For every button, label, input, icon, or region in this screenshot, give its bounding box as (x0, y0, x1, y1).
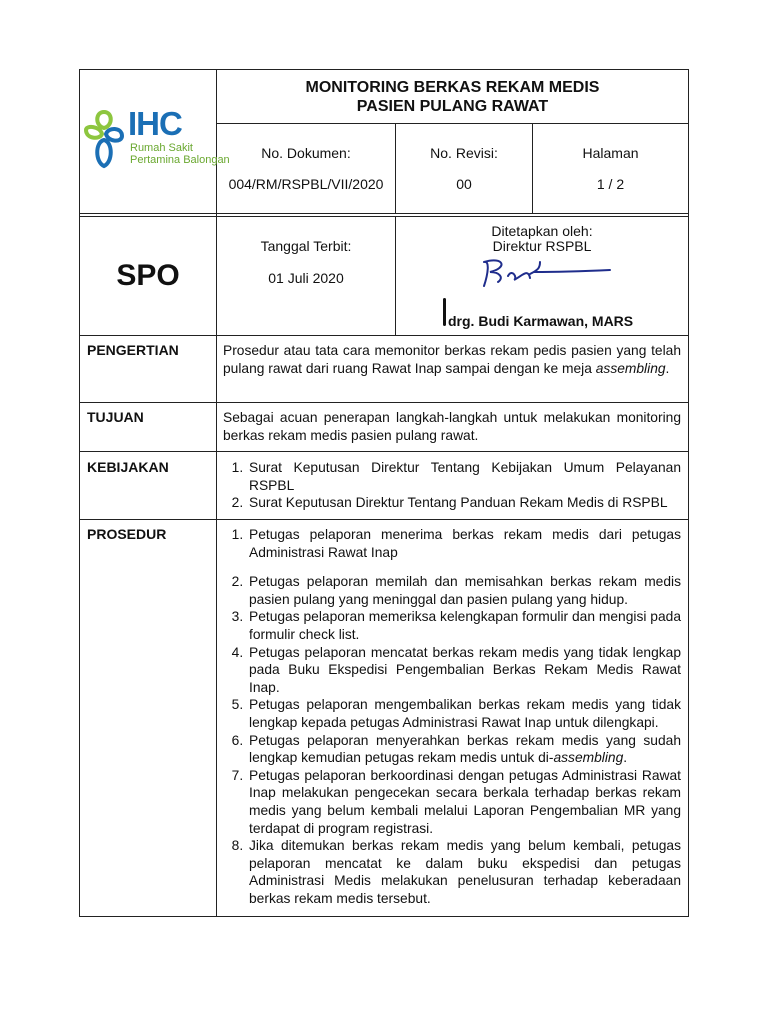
pengertian-end: . (665, 360, 670, 376)
pengertian-text: Prosedur atau tata cara memonitor berkas rekam pedis pasien yang telah pulang rawat dari ruang Rawat Inap sampai dengan ke meja (223, 343, 681, 376)
issue-date-value: 01 Juli 2020 (268, 270, 344, 286)
prosedur-item-6-end: . (623, 750, 628, 766)
doc-number-value: 004/RM/RSPBL/VII/2020 (228, 176, 384, 192)
rule-pengertian-bottom (79, 402, 689, 403)
section-list-prosedur (223, 526, 681, 907)
section-label-tujuan: TUJUAN (87, 409, 144, 425)
prosedur-item: 7. Petugas pelaporan berkoordinasi dengan petugas Administrasi Rawat Inap melakukan pengecekan secara berkala terhadap berkas rekam medis yang belum kembali melalui Laporan Pengembalian MR yang terdapat di program registrasi. (247, 767, 681, 837)
prosedur-item: 1. Petugas pelaporan menerima berkas rekam medis dari petugas Administrasi Rawat Inap (247, 526, 681, 561)
divider-label-column (216, 69, 217, 917)
revision-label: No. Revisi: (430, 145, 498, 161)
prosedur-item (247, 732, 681, 767)
approver-name: drg. Budi Karmawan, MARS (448, 313, 634, 329)
document-title (217, 78, 688, 116)
border-top (79, 69, 689, 70)
spo-label: SPO (116, 259, 180, 292)
rule-kebijakan-bottom (79, 519, 689, 520)
director-signature (478, 254, 618, 294)
issue-date-label: Tanggal Terbit: (260, 238, 352, 254)
title-line-2: PASIEN PULANG RAWAT (356, 98, 549, 115)
prosedur-item: 8. Jika ditemukan berkas rekam medis yang belum kembali, petugas pelaporan mencatat ke dalam buku ekspedisi dan petugas Administrasi Medis melakukan penelusuran terhadap keberadaan berkas rekam medis tersebut. (247, 837, 681, 907)
hospital-logo (80, 104, 230, 178)
prosedur-item: 4. Petugas pelaporan mencatat berkas rekam medis yang tidak lengkap pada Buku Ekspedisi Pengembalian Berkas Rekam Medis Rawat Inap. (247, 644, 681, 697)
section-label-prosedur: PROSEDUR (87, 526, 167, 542)
prosedur-item: 5. Petugas pelaporan mengembalikan berkas rekam medis yang tidak lengkap kepada petugas Administrasi Rawat Inap untuk dilengkapi. (247, 696, 681, 731)
kebijakan-item: 1. Surat Keputusan Direktur Tentang Kebijakan Umum Pelayanan RSPBL (247, 459, 681, 494)
rule-header-bottom-1 (79, 213, 689, 214)
logo-line1: Rumah Sakit (130, 142, 193, 154)
logo-line2: Pertamina Balongan (130, 154, 230, 166)
pengertian-italic: assembling (595, 360, 666, 376)
section-text-tujuan: Sebagai acuan penerapan langkah-langkah untuk melakukan monitoring berkas rekam medis pasien pulang rawat. (223, 410, 681, 443)
approver-title: Direktur RSPBL (492, 238, 592, 254)
rule-spo-bottom (79, 335, 689, 336)
divider-doc-revision (395, 123, 396, 214)
page-label: Halaman (582, 145, 639, 161)
approved-by-label: Ditetapkan oleh: (491, 223, 593, 239)
prosedur-item-6-text: Petugas pelaporan menyerahkan berkas rekam medis yang sudah lengkap kemudian petugas rekam medis untuk di- (249, 732, 681, 766)
section-label-pengertian: PENGERTIAN (87, 342, 179, 358)
divider-revision-page (532, 123, 533, 214)
section-text-pengertian (223, 342, 681, 377)
border-right (688, 69, 689, 917)
border-left (79, 69, 80, 917)
section-label-kebijakan: KEBIJAKAN (87, 459, 169, 475)
revision-value: 00 (456, 176, 472, 192)
border-bottom (79, 916, 689, 917)
title-line-1: MONITORING BERKAS REKAM MEDIS (305, 79, 600, 96)
approver-name-mark (443, 298, 446, 326)
prosedur-item: 2. Petugas pelaporan memilah dan memisahkan berkas rekam medis pasien pulang yang meninggal dan pasien pulang yang hidup. (247, 573, 681, 608)
kebijakan-item: 2. Surat Keputusan Direktur Tentang Panduan Rekam Medis di RSPBL (247, 494, 681, 512)
rule-tujuan-bottom (79, 451, 689, 452)
doc-number-label: No. Dokumen: (261, 145, 351, 161)
prosedur-item-6-italic: assembling (553, 750, 624, 766)
prosedur-item: 3. Petugas pelaporan memeriksa kelengkapan formulir dan mengisi pada formulir check list. (247, 608, 681, 643)
ihc-cross-icon (80, 106, 128, 176)
section-list-kebijakan (223, 459, 681, 512)
page-value: 1 / 2 (596, 176, 625, 192)
rule-header-bottom-2 (79, 216, 689, 217)
logo-brand: IHC (128, 105, 182, 142)
rule-title-bottom (216, 123, 689, 124)
